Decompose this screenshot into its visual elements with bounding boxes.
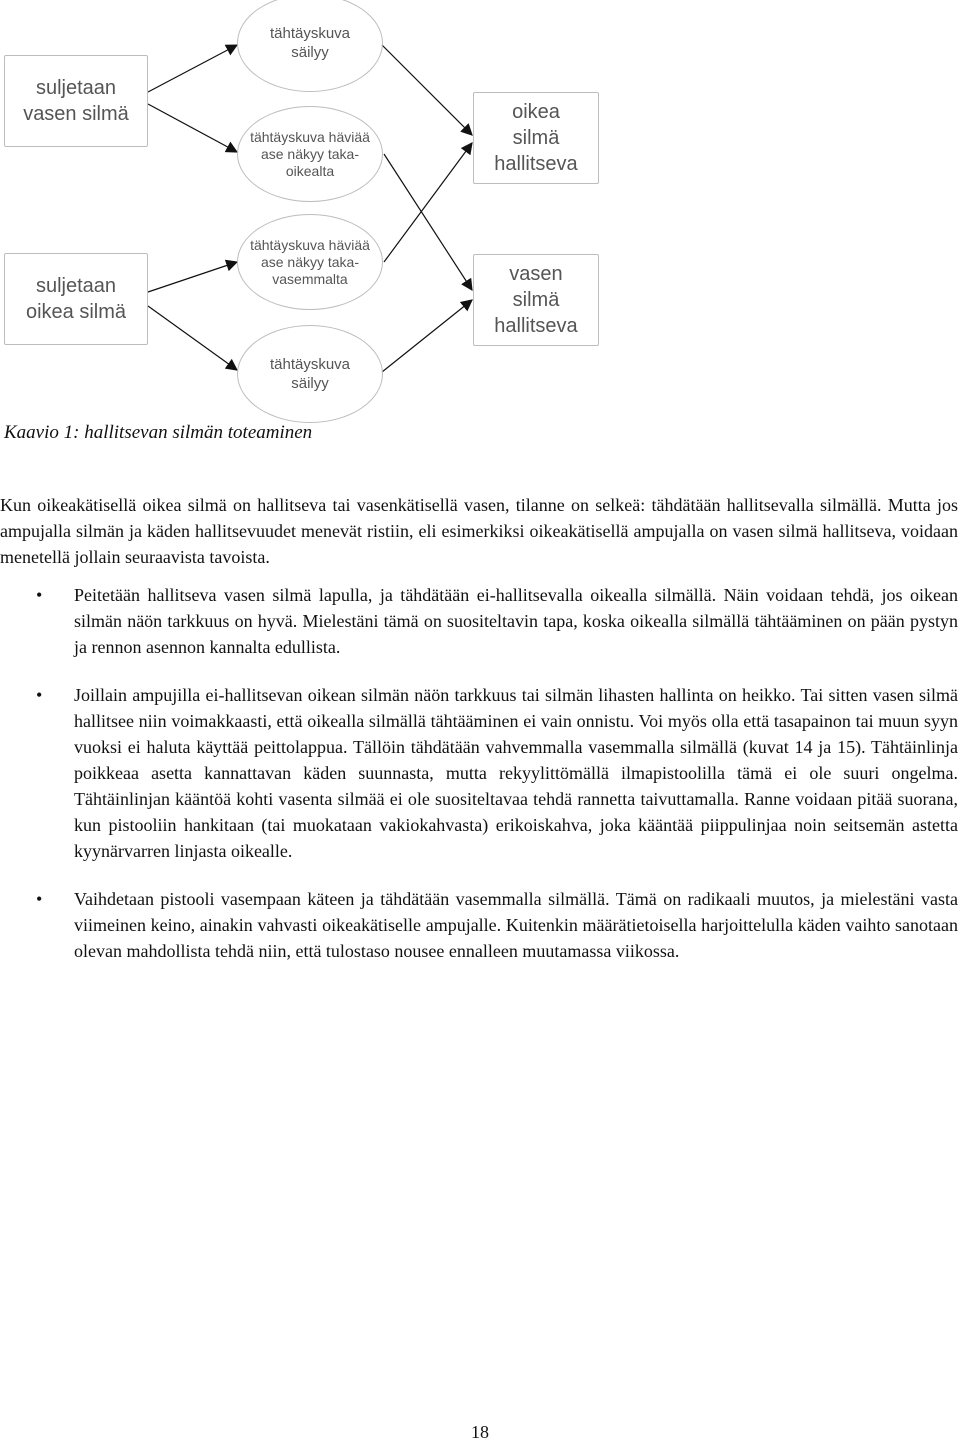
bullet-icon: • (36, 685, 43, 705)
arrow-moves-left-to-right-dominant (384, 143, 472, 262)
node-close-left-eye: suljetaan vasen silmä (4, 55, 148, 147)
node-right-eye-dominant: oikea silmä hallitseva (473, 92, 599, 184)
node-sight-picture-stays-top: tähtäyskuva säilyy (237, 0, 383, 92)
node-sight-picture-stays-bottom: tähtäyskuva säilyy (237, 325, 383, 423)
page-number: 18 (471, 1422, 489, 1442)
arrow-close-left-to-stays (148, 45, 237, 92)
arrow-close-right-to-stays (148, 306, 237, 370)
list-item (0, 582, 958, 660)
bullet-icon: • (36, 585, 43, 605)
options-list (0, 582, 958, 964)
node-sight-picture-lost-left: tähtäyskuva häviää ase näkyy taka- vasemmalta (237, 214, 383, 310)
arrow-stays-to-right-dominant (382, 45, 472, 135)
arrow-close-right-to-moves-left (148, 262, 237, 292)
bullet-icon: • (36, 889, 43, 909)
arrow-moves-right-to-left-dominant (384, 154, 472, 290)
node-close-right-eye: suljetaan oikea silmä (4, 253, 148, 345)
node-left-eye-dominant: vasen silmä hallitseva (473, 254, 599, 346)
body-text (0, 492, 958, 986)
diagram-caption: Kaavio 1: hallitsevan silmän toteaminen (4, 422, 313, 443)
node-sight-picture-lost-right: tähtäyskuva häviää ase näkyy taka- oikealta (237, 106, 383, 202)
list-item-text: Joillain ampujilla ei-hallitsevan oikean silmän näön tarkkuus tai silmän lihasten hallinta on heikko. Tai sitten vasen silmä hallitsee niin voimakkaasti, että oikealla silmällä tähtääminen ei vain onnistu. Voi myös olla että tasapainon tai muun syyn vuoksi ei haluta käyttää peittolappua. Tällöin tähdätään vahvemmalla vasemmalla silmällä (kuvat 14 ja 15). Tähtäinlinja poikkeaa asetta kannattavan käden suunnasta, mutta rekyylittömällä ilmapistoolilla tämä ei ole suuri ongelma. Tähtäinlinjan kääntöä kohti vasenta silmää ei ole suositeltavaa tehdä rannetta taivuttamalla. Ranne voidaan pitää suorana, kun pistooliin hankitaan (tai muokataan vakiokahvasta) erikoiskahva, joka kääntää piippulinjaa noin seitsemän astetta kyynärvarren linjasta oikealle. (74, 685, 958, 861)
intro-paragraph: Kun oikeakätisellä oikea silmä on hallitseva tai vasenkätisellä vasen, tilanne on selkeä: tähdätään hallitsevalla silmällä. Mutta jos ampujalla silmän ja käden hallitsevuudet menevät ristiin, eli esimerkiksi oikeakätisellä ampujalla on vasen silmä hallitseva, voidaan menetellä jollain seuraavista tavoista. (0, 495, 958, 567)
list-item (0, 886, 958, 964)
list-item-text: Peitetään hallitseva vasen silmä lapulla, ja tähdätään ei-hallitsevalla oikealla silmällä. Näin voidaan tehdä, jos oikean silmän näön tarkkuus on hyvä. Mielestäni tämä on suositeltavin tapa, koska oikealla silmällä tähtääminen on pään pystyn ja rennon asennon kannalta edullista. (74, 585, 958, 657)
arrow-stays-to-left-dominant (382, 300, 472, 372)
dominant-eye-diagram (0, 0, 960, 420)
list-item (0, 682, 958, 864)
list-item-text: Vaihdetaan pistooli vasempaan käteen ja tähdätään vasemmalla silmällä. Tämä on radikaali muutos, ja mielestäni vasta viimeinen keino, ainakin vahvasti oikeakätiselle ampujalle. Kuitenkin määrätietoisella harjoittelulla käden vaihto sanotaan olevan mahdollista tehdä niin, että tulostaso nousee ennalleen muutamassa viikossa. (74, 889, 958, 961)
arrow-close-left-to-moves-right (148, 104, 237, 152)
